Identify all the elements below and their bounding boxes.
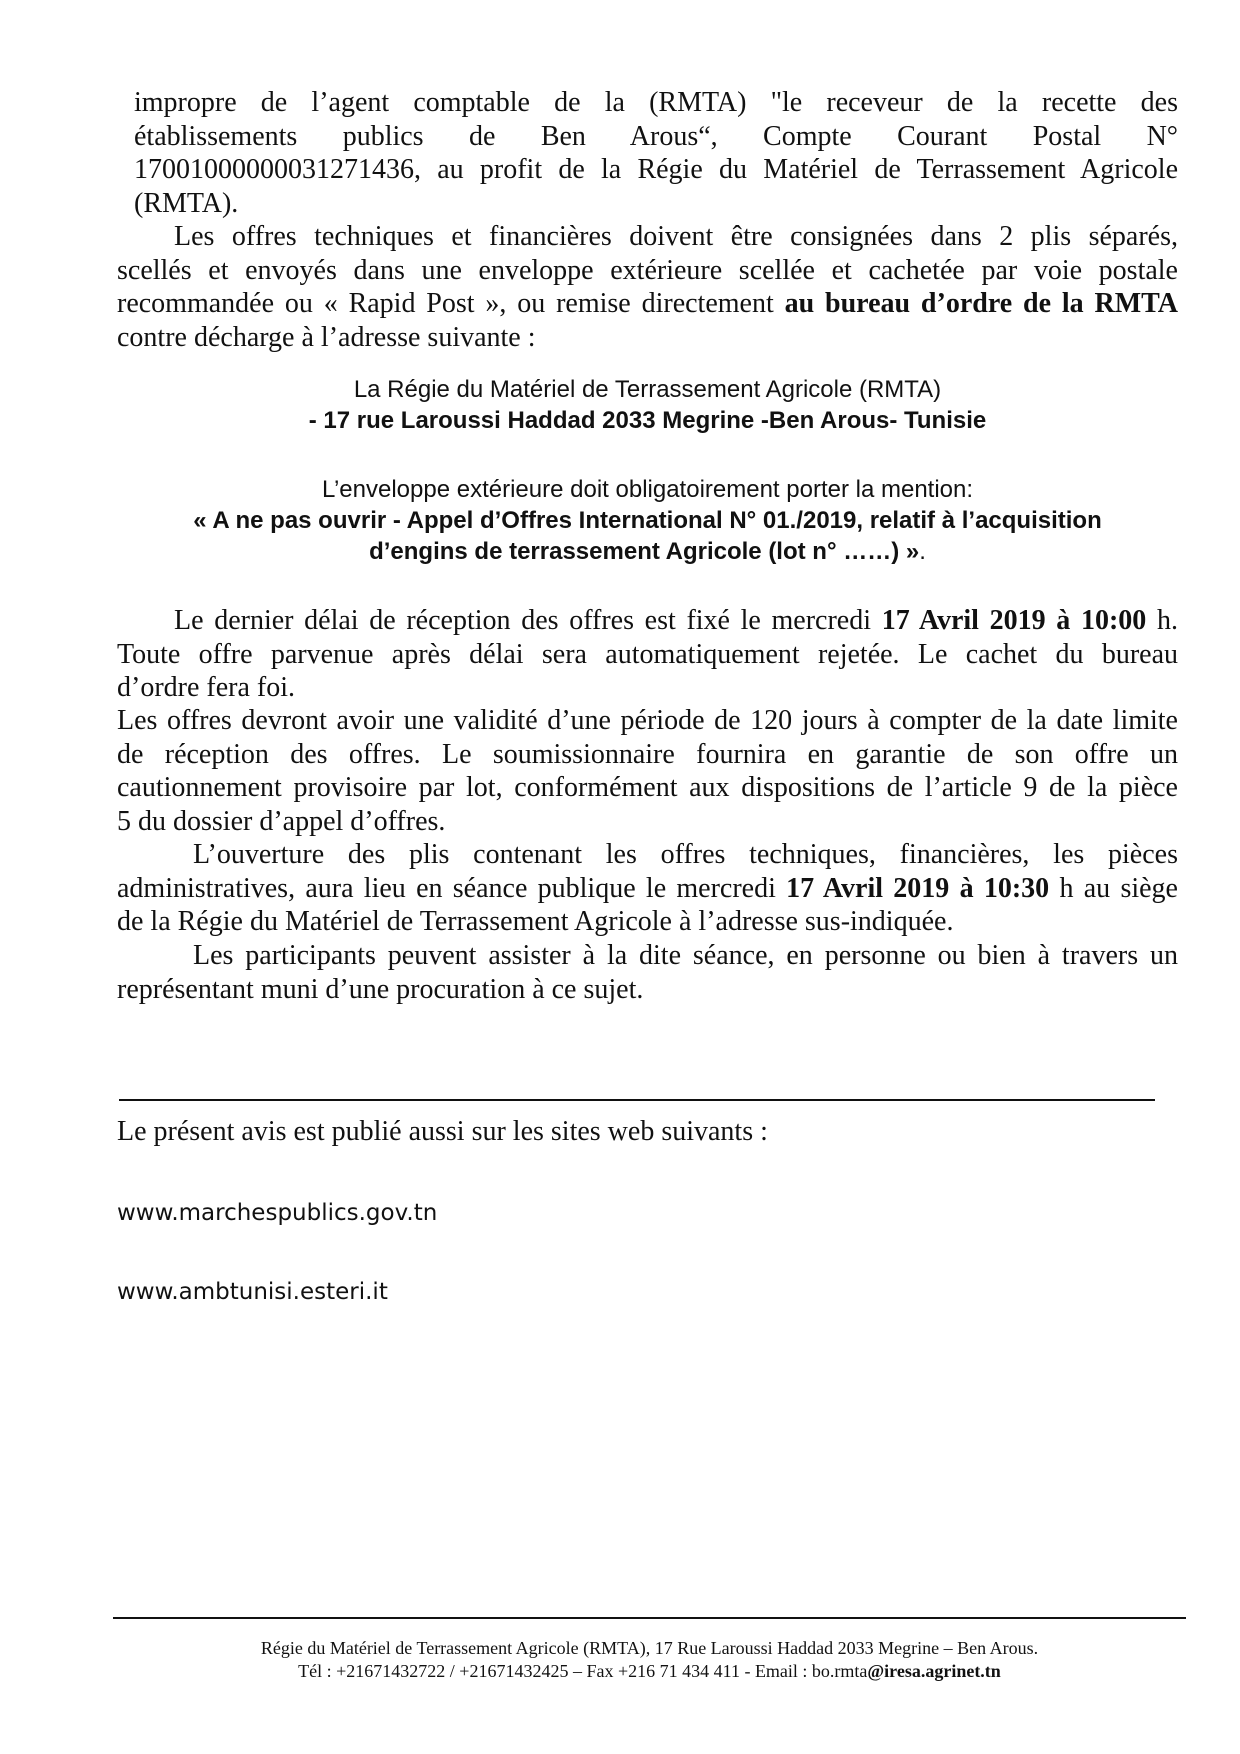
envelope-mention-block — [117, 474, 1178, 567]
text-line: cautionnement provisoire par lot, conformément aux dispositions de l’article 9 de la pièce — [117, 772, 1178, 803]
text-line: Les participants peuvent assister à la dite séance, en personne ou bien à travers un — [193, 940, 1178, 971]
website-link-marchespublics[interactable]: www.marchespublics.gov.tn — [117, 1200, 438, 1226]
envelope-mention-line1: « A ne pas ouvrir - Appel d’Offres International N° 01./2019, relatif à l’acquisition — [193, 507, 1102, 534]
envelope-mention-end: . — [919, 538, 926, 565]
opening-date: 17 Avril 2019 à 10:30 — [786, 872, 1050, 904]
footer-contact-text: Tél : +21671432722 / +21671432425 – Fax +216 71 434 411 - Email : bo.rmta — [298, 1661, 868, 1681]
published-intro: Le présent avis est publié aussi sur les sites web suivants : — [117, 1116, 768, 1147]
text-span: administratives, aura lieu en séance publique le mercredi — [117, 872, 787, 904]
text-span: recommandée ou « Rapid Post », ou remise directement — [117, 288, 785, 319]
text-line — [117, 287, 1178, 321]
text-line — [117, 604, 1178, 638]
footer-contact — [113, 1660, 1186, 1683]
address-block — [117, 374, 1178, 436]
footer-divider — [113, 1617, 1186, 1619]
envelope-mention-line2-wrap — [117, 536, 1178, 567]
text-line: (RMTA). — [134, 187, 239, 219]
envelope-mention-line2: d’engins de terrassement Agricole (lot n° ……) » — [369, 538, 920, 565]
text-line: Les offres techniques et financières doivent être consignées dans 2 plis séparés, — [174, 221, 1178, 252]
text-line: de la Régie du Matériel de Terrassement Agricole à l’adresse sus-indiquée. — [117, 906, 954, 937]
paragraph-submission — [117, 220, 1178, 354]
address-name: La Régie du Matériel de Terrassement Agricole (RMTA) — [353, 376, 942, 403]
paragraph-participants — [117, 939, 1178, 1006]
section-divider — [119, 1099, 1155, 1101]
text-line: Toute offre parvenue après délai sera automatiquement rejetée. Le cachet du bureau — [117, 638, 1178, 670]
paragraph-payment-continuation — [134, 86, 1178, 220]
address-street: - 17 rue Laroussi Haddad 2033 Megrine -Ben Arous- Tunisie — [308, 407, 987, 434]
text-line: L’ouverture des plis contenant les offres techniques, financières, les pièces — [193, 839, 1178, 870]
paragraph-opening — [117, 838, 1178, 939]
text-line: 17001000000031271436, au profit de la Régie du Matériel de Terrassement Agricole — [134, 154, 1178, 185]
envelope-intro: L’enveloppe extérieure doit obligatoirement porter la mention: — [321, 476, 974, 503]
text-span: h au siège — [1049, 872, 1178, 904]
text-line — [117, 872, 1178, 906]
text-line: établissements publics de Ben Arous“, Compte Courant Postal N° — [134, 120, 1178, 152]
text-line: Les offres devront avoir une validité d’une période de 120 jours à compter de la date limite — [117, 705, 1178, 736]
paragraph-validity — [117, 704, 1178, 838]
text-line: contre décharge à l’adresse suivante : — [117, 321, 536, 353]
deadline-date: 17 Avril 2019 à 10:00 — [881, 605, 1147, 636]
website-link-ambtunisi[interactable]: www.ambtunisi.esteri.it — [117, 1279, 388, 1305]
text-line: d’ordre fera foi. — [117, 672, 296, 703]
page-footer — [113, 1637, 1186, 1683]
text-span: Le dernier délai de réception des offres est fixé le mercredi — [174, 605, 882, 636]
text-line: impropre de l’agent comptable de la (RMTA) "le receveur de la recette des — [134, 87, 1178, 118]
footer-email-domain: @iresa.agrinet.tn — [867, 1661, 1001, 1681]
text-line: 5 du dossier d’appel d’offres. — [117, 805, 446, 837]
paragraph-deadline — [117, 604, 1178, 705]
text-line: scellés et envoyés dans une enveloppe extérieure scellée et cachetée par voie postale — [117, 254, 1178, 286]
office-bold-text: au bureau d’ordre de la RMTA — [784, 288, 1178, 319]
text-line: représentant muni d’une procuration à ce sujet. — [117, 973, 644, 1005]
text-span: h. — [1146, 605, 1178, 636]
footer-address: Régie du Matériel de Terrassement Agricole (RMTA), 17 Rue Laroussi Haddad 2033 Megrine – Ben Arous. — [260, 1638, 1039, 1658]
text-line: de réception des offres. Le soumissionnaire fournira en garantie de son offre un — [117, 738, 1178, 770]
